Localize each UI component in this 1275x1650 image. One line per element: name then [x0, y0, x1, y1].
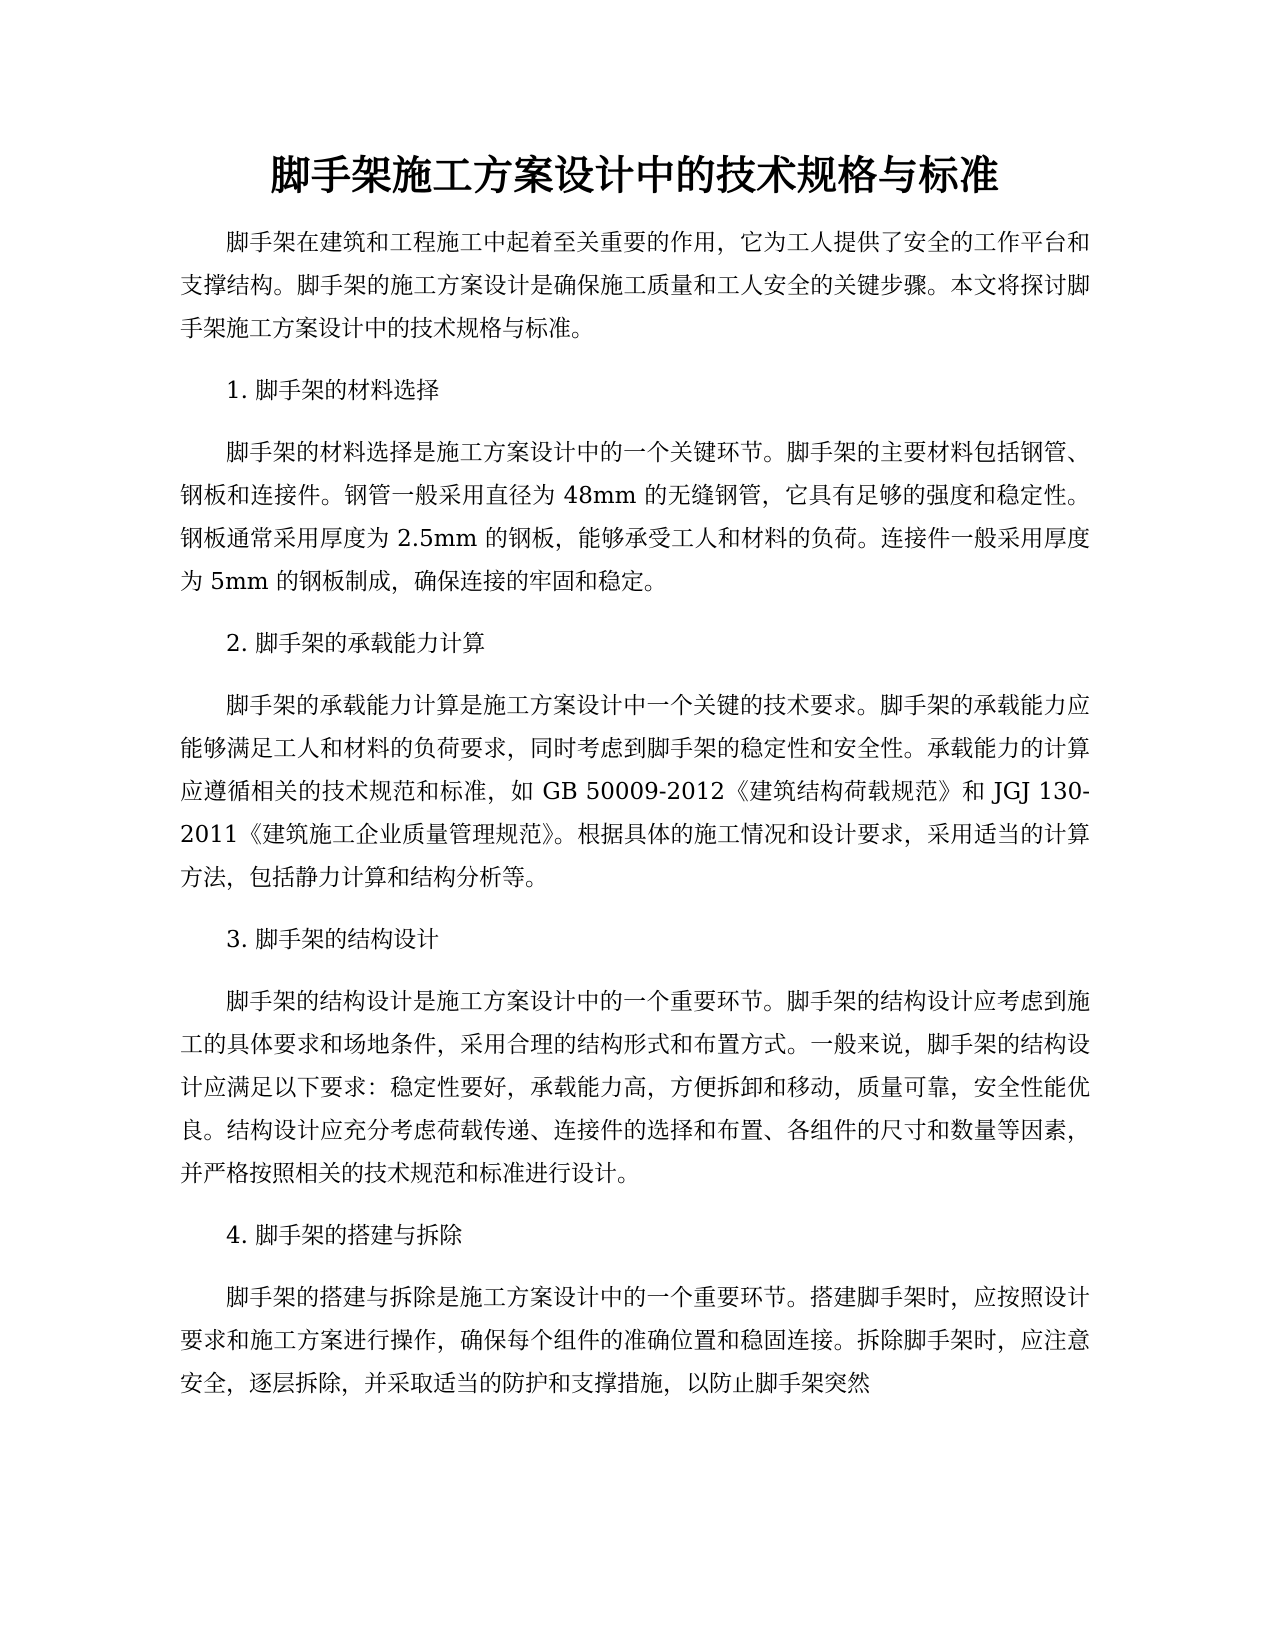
- section-1-heading: 1. 脚手架的材料选择: [226, 378, 440, 404]
- section-2-heading: 2. 脚手架的承载能力计算: [226, 631, 486, 657]
- section-3-body: 脚手架的结构设计是施工方案设计中的一个重要环节。脚手架的结构设计应考虑到施工的具体要求和场地条件，采用合理的结构形式和布置方式。一般来说，脚手架的结构设计应满足以下要求：稳定性要好，承载能力高，方便拆卸和移动，质量可靠，安全性能优良。结构设计应充分考虑荷载传递、连接件的选择和布置、各组件的尺寸和数量等因素，并严格按照相关的技术规范和标准进行设计。: [180, 989, 1090, 1187]
- document-page: [180, 140, 1090, 1425]
- section-2-body: 脚手架的承载能力计算是施工方案设计中一个关键的技术要求。脚手架的承载能力应能够满足工人和材料的负荷要求，同时考虑到脚手架的稳定性和安全性。承载能力的计算应遵循相关的技术规范和标准，如 GB 50009-2012《建筑结构荷载规范》和 JGJ 130-2011《建筑施工企业质量管理规范》。根据具体的施工情况和设计要求，采用适当的计算方法，包括静力计算和结构分析等。: [180, 693, 1090, 891]
- intro-paragraph: 脚手架在建筑和工程施工中起着至关重要的作用，它为工人提供了安全的工作平台和支撑结构。脚手架的施工方案设计是确保施工质量和工人安全的关键步骤。本文将探讨脚手架施工方案设计中的技术规格与标准。: [180, 230, 1090, 342]
- section-4-body: 脚手架的搭建与拆除是施工方案设计中的一个重要环节。搭建脚手架时，应按照设计要求和施工方案进行操作，确保每个组件的准确位置和稳固连接。拆除脚手架时，应注意安全，逐层拆除，并采取适当的防护和支撑措施，以防止脚手架突然: [180, 1285, 1090, 1397]
- section-1-body: 脚手架的材料选择是施工方案设计中的一个关键环节。脚手架的主要材料包括钢管、钢板和连接件。钢管一般采用直径为 48mm 的无缝钢管，它具有足够的强度和稳定性。钢板通常采用厚度为 2.5mm 的钢板，能够承受工人和材料的负荷。连接件一般采用厚度为 5mm 的钢板制成，确保连接的牢固和稳定。: [180, 440, 1090, 595]
- section-3-heading: 3. 脚手架的结构设计: [226, 927, 440, 953]
- document-title: 脚手架施工方案设计中的技术规格与标准: [270, 153, 1000, 199]
- section-4-heading: 4. 脚手架的搭建与拆除: [226, 1223, 463, 1249]
